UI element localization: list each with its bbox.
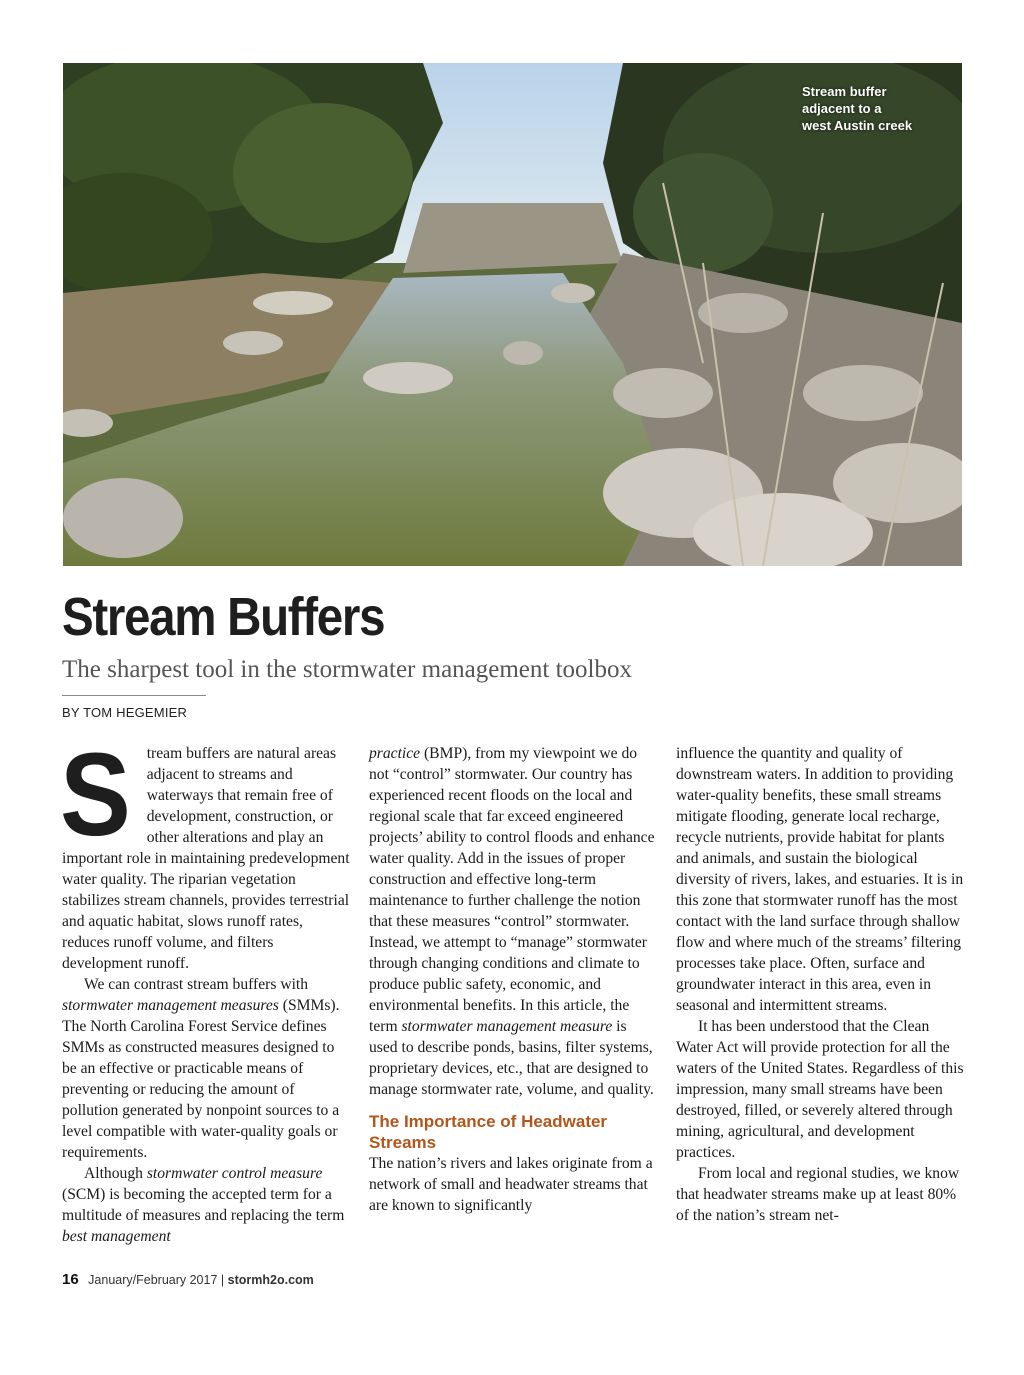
page-footer bbox=[62, 1271, 314, 1288]
paragraph: influence the quantity and quality of downstream waters. In addition to providing water-quality benefits, these small streams mitigate flooding, generate local recharge, recycle nutrients, provide habitat for plants and animals, and sustain the biological diversity of rivers, lakes, and estuaries. It is in this zone that stormwater runoff has the most contact with the land surface through shallow flow and where much of the streams’ filtering processes take place. Often, surface and groundwater interact in this area, even in seasonal and intermittent streams. bbox=[676, 745, 964, 1014]
photo-caption-line: adjacent to a bbox=[802, 101, 882, 116]
paragraph bbox=[62, 974, 352, 1163]
emphasis-term: best management bbox=[62, 1228, 171, 1245]
emphasis-term: stormwater management measures bbox=[62, 997, 279, 1014]
drop-cap: S bbox=[60, 729, 131, 861]
paragraph-text: (SMMs). The North Carolina Forest Service defines SMMs as constructed measures designed to be an effective or practicable means of preventing or reducing the amount of pollution generated by nonpoint sources to a level compatible with water-quality goals or requirements. bbox=[62, 997, 340, 1161]
paragraph: It has been understood that the Clean Water Act will provide protection for all the waters of the United States. Regardless of this impression, many small streams have been destroyed, filled, or severely altered through mining, agricultural, and development practices. bbox=[676, 1018, 964, 1161]
body-column-2 bbox=[369, 743, 659, 1216]
emphasis-term: stormwater management measure bbox=[401, 1018, 613, 1035]
paragraph: From local and regional studies, we know that headwater streams make up at least 80% of the nation’s stream net- bbox=[676, 1165, 960, 1224]
photo-caption-line: west Austin creek bbox=[802, 118, 913, 133]
paragraph-text: Although bbox=[84, 1165, 147, 1182]
site-link[interactable]: stormh2o.com bbox=[227, 1273, 314, 1287]
emphasis-term: practice bbox=[369, 745, 421, 762]
section-heading: The Importance of Headwater Streams bbox=[369, 1112, 608, 1152]
byline: BY TOM HEGEMIER bbox=[62, 705, 188, 720]
footer-separator: | bbox=[220, 1273, 225, 1287]
article-subtitle: The sharpest tool in the stormwater management toolbox bbox=[62, 656, 632, 683]
article-title: Stream Buffers bbox=[62, 587, 385, 647]
photo-caption bbox=[802, 83, 932, 134]
paragraph bbox=[62, 1163, 352, 1247]
emphasis-term: stormwater control measure bbox=[146, 1165, 323, 1182]
paragraph-text: We can contrast stream buffers with bbox=[84, 976, 309, 993]
paragraph bbox=[60, 729, 352, 974]
paragraph-text: is used to describe ponds, basins, filter systems, proprietary devices, etc., that are designed to manage stormwater rate, volume, and quality. bbox=[369, 1018, 654, 1098]
paragraph bbox=[369, 743, 659, 1100]
issue-date: January/February 2017 bbox=[88, 1273, 218, 1287]
paragraph-text: (BMP), from my viewpoint we do not “control” stormwater. Our country has experienced recent floods on the local and regional scale that far exceed engineered projects’ ability to control floods and enhance water quality. Add in the issues of proper construction and effective long-term maintenance to further challenge the notion that these measures “control” stormwater. Instead, we attempt to “manage” stormwater through changing conditions and climate to produce public safety, economic, and environmental benefits. In this article, the term bbox=[369, 745, 655, 1035]
paragraph-text: tream buffers are natural areas adjacent to streams and waterways that remain free of development, construction, or other alterations and play an important role in maintaining predevelopment water quality. The riparian vegetation stabilizes stream channels, provides terrestrial and aquatic habitat, slows runoff rates, reduces runoff volume, and filters development runoff. bbox=[62, 745, 350, 972]
body-column-1 bbox=[60, 729, 352, 1247]
paragraph-text: (SCM) is becoming the accepted term for a multitude of measures and replacing the term bbox=[62, 1186, 345, 1224]
body-column-3 bbox=[676, 743, 966, 1226]
title-divider bbox=[62, 695, 206, 696]
paragraph: The nation’s rivers and lakes originate from a network of small and headwater streams that are known to significantly bbox=[369, 1155, 653, 1214]
stream-photo bbox=[63, 63, 962, 566]
page-number: 16 bbox=[62, 1271, 79, 1288]
photo-caption-line: Stream buffer bbox=[802, 84, 887, 99]
